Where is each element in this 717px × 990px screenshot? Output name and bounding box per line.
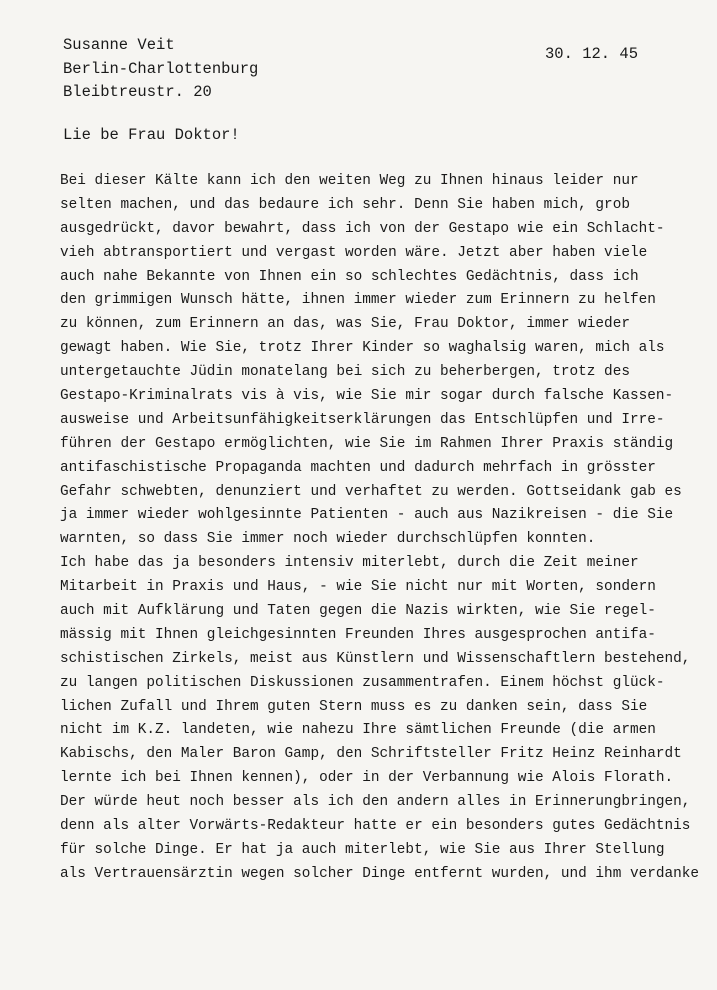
- text-line: auch nahe Bekannte von Ihnen ein so schlechtes Gedächtnis, dass ich: [60, 268, 639, 285]
- text-line: denn als alter Vorwärts-Redakteur hatte er ein besonders gutes Gedächtnis: [60, 818, 691, 835]
- text-line: zu langen politischen Diskussionen zusammentrafen. Einem höchst glück-: [60, 674, 665, 691]
- text-line: den grimmigen Wunsch hätte, ihnen immer wieder zum Erinnern zu helfen: [60, 292, 656, 309]
- sender-name: Susanne Veit: [63, 36, 175, 54]
- text-line: vieh abtransportiert und vergast worden wäre. Jetzt aber haben viele: [60, 244, 648, 261]
- text-line: lernte ich bei Ihnen kennen), oder in der Verbannung wie Alois Florath.: [60, 770, 674, 787]
- text-line: antifaschistische Propaganda machten und dadurch mehrfach in grösster: [60, 459, 656, 476]
- text-line: schistischen Zirkels, meist aus Künstlern und Wissenschaftlern bestehend,: [60, 650, 691, 667]
- letter-date: 30. 12. 45: [545, 45, 639, 63]
- text-line: untergetauchte Jüdin monatelang bei sich zu beherbergen, trotz des: [60, 364, 630, 381]
- paragraph-1: [60, 170, 710, 552]
- text-line: mässig mit Ihnen gleichgesinnten Freunden Ihres ausgesprochen antifa-: [60, 626, 656, 643]
- sender-address: [63, 34, 258, 105]
- text-line: Bei dieser Kälte kann ich den weiten Weg zu Ihnen hinaus leider nur: [60, 173, 639, 189]
- sender-street: Bleibtreustr. 20: [63, 83, 212, 101]
- sender-city: Berlin-Charlottenburg: [63, 59, 259, 78]
- text-line: Kabischs, den Maler Baron Gamp, den Schriftsteller Fritz Heinz Reinhardt: [60, 746, 682, 763]
- text-line: gewagt haben. Wie Sie, trotz Ihrer Kinder so waghalsig waren, mich als: [60, 340, 665, 357]
- text-line: ausgedrückt, davor bewahrt, dass ich von der Gestapo wie ein Schlacht-: [60, 220, 665, 237]
- text-line: als Vertrauensärztin wegen solcher Dinge entfernt wurden, und ihm verdanke: [60, 865, 700, 882]
- text-line: Gefahr schwebten, denunziert und verhaftet zu werden. Gottseidank gab es: [60, 483, 682, 500]
- text-line: für solche Dinge. Er hat ja auch miterlebt, wie Sie aus Ihrer Stellung: [60, 841, 665, 858]
- text-line: Ich habe das ja besonders intensiv miterlebt, durch die Zeit meiner: [60, 555, 639, 572]
- text-line: nicht im K.Z. landeten, wie nahezu Ihre sämtlichen Freunde (die armen: [60, 722, 656, 739]
- salutation: Lie be Frau Doktor!: [63, 126, 240, 144]
- text-line: führen der Gestapo ermöglichten, wie Sie im Rahmen Ihrer Praxis ständig: [60, 435, 674, 452]
- text-line: ausweise und Arbeitsunfähigkeitserklärungen das Entschlüpfen und Irre-: [60, 411, 665, 428]
- text-line: Gestapo-Kriminalrats vis à vis, wie Sie mir sogar durch falsche Kassen-: [60, 388, 674, 405]
- text-line: auch mit Aufklärung und Taten gegen die Nazis wirkten, wie Sie regel-: [60, 603, 656, 620]
- text-line: selten machen, und das bedaure ich sehr. Denn Sie haben mich, grob: [60, 196, 630, 213]
- letter-body: [60, 170, 710, 887]
- text-line: Mitarbeit in Praxis und Haus, - wie Sie nicht nur mit Worten, sondern: [60, 579, 656, 596]
- text-line: Der würde heut noch besser als ich den andern alles in Erinnerungbringen,: [60, 794, 691, 811]
- text-line: warnten, so dass Sie immer noch wieder durchschlüpfen konnten.: [60, 531, 596, 548]
- text-line: lichen Zufall und Ihrem guten Stern muss es zu danken sein, dass Sie: [60, 698, 648, 715]
- paragraph-2: [60, 552, 710, 886]
- text-line: zu können, zum Erinnern an das, was Sie, Frau Doktor, immer wieder: [60, 316, 630, 333]
- text-line: ja immer wieder wohlgesinnte Patienten - auch aus Nazikreisen - die Sie: [60, 507, 674, 524]
